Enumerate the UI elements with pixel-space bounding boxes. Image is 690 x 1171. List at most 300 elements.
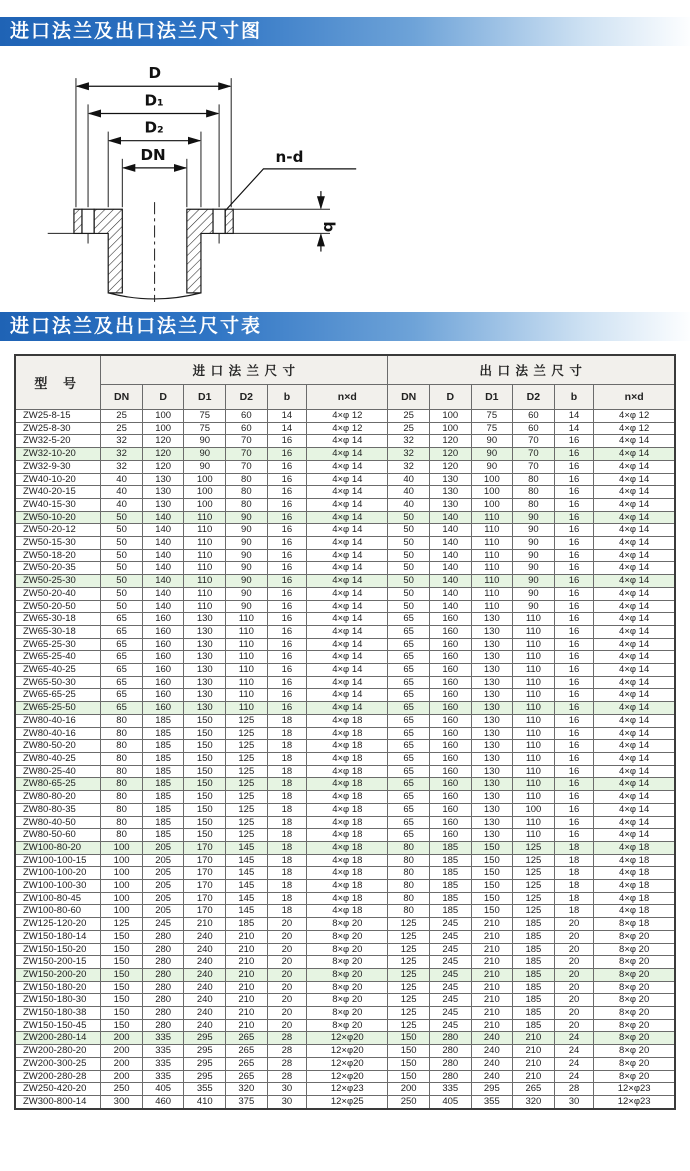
value-cell: 160 xyxy=(429,651,471,664)
value-cell: 280 xyxy=(142,1019,184,1032)
value-cell: 16 xyxy=(554,638,594,651)
value-cell: 110 xyxy=(513,752,555,765)
value-cell: 25 xyxy=(101,410,143,423)
model-cell: ZW50-20-12 xyxy=(15,524,101,537)
value-cell: 65 xyxy=(388,816,430,829)
value-cell: 4×φ 12 xyxy=(307,422,388,435)
value-cell: 80 xyxy=(101,816,143,829)
value-cell: 125 xyxy=(388,1007,430,1020)
table-row xyxy=(15,880,675,893)
value-cell: 8×φ 20 xyxy=(594,956,675,969)
value-cell: 210 xyxy=(226,1007,268,1020)
value-cell: 65 xyxy=(388,613,430,626)
table-row xyxy=(15,816,675,829)
col-header-d: D xyxy=(142,385,184,410)
value-cell: 90 xyxy=(226,524,268,537)
value-cell: 75 xyxy=(471,422,513,435)
value-cell: 240 xyxy=(471,1032,513,1045)
value-cell: 130 xyxy=(429,473,471,486)
value-cell: 16 xyxy=(554,613,594,626)
value-cell: 20 xyxy=(267,1019,307,1032)
value-cell: 265 xyxy=(226,1045,268,1058)
value-cell: 110 xyxy=(226,702,268,715)
value-cell: 65 xyxy=(388,803,430,816)
value-cell: 24 xyxy=(554,1070,594,1083)
value-cell: 100 xyxy=(101,892,143,905)
value-cell: 160 xyxy=(142,664,184,677)
value-cell: 50 xyxy=(388,587,430,600)
value-cell: 160 xyxy=(429,765,471,778)
value-cell: 65 xyxy=(101,676,143,689)
table-row xyxy=(15,943,675,956)
value-cell: 160 xyxy=(429,625,471,638)
value-cell: 150 xyxy=(101,968,143,981)
value-cell: 160 xyxy=(429,613,471,626)
value-cell: 120 xyxy=(429,448,471,461)
model-cell: ZW25-8-15 xyxy=(15,410,101,423)
value-cell: 8×φ 20 xyxy=(307,1019,388,1032)
value-cell: 65 xyxy=(388,829,430,842)
model-cell: ZW150-180-20 xyxy=(15,981,101,994)
value-cell: 90 xyxy=(226,587,268,600)
value-cell: 150 xyxy=(184,791,226,804)
value-cell: 30 xyxy=(554,1095,594,1108)
value-cell: 50 xyxy=(101,549,143,562)
value-cell: 90 xyxy=(513,600,555,613)
value-cell: 4×φ 14 xyxy=(307,549,388,562)
value-cell: 280 xyxy=(142,956,184,969)
table-row xyxy=(15,625,675,638)
value-cell: 160 xyxy=(429,791,471,804)
value-cell: 16 xyxy=(554,778,594,791)
value-cell: 25 xyxy=(101,422,143,435)
value-cell: 25 xyxy=(388,422,430,435)
value-cell: 20 xyxy=(267,968,307,981)
value-cell: 110 xyxy=(513,613,555,626)
value-cell: 100 xyxy=(471,486,513,499)
value-cell: 4×φ 14 xyxy=(307,562,388,575)
value-cell: 20 xyxy=(267,943,307,956)
value-cell: 125 xyxy=(388,994,430,1007)
value-cell: 125 xyxy=(513,867,555,880)
table-row xyxy=(15,1083,675,1096)
value-cell: 110 xyxy=(184,511,226,524)
value-cell: 210 xyxy=(226,1019,268,1032)
value-cell: 4×φ 14 xyxy=(594,651,675,664)
value-cell: 320 xyxy=(513,1095,555,1108)
table-row xyxy=(15,994,675,1007)
model-cell: ZW100-100-15 xyxy=(15,854,101,867)
value-cell: 4×φ 14 xyxy=(307,435,388,448)
value-cell: 4×φ 14 xyxy=(594,791,675,804)
value-cell: 110 xyxy=(513,829,555,842)
value-cell: 240 xyxy=(184,943,226,956)
value-cell: 150 xyxy=(471,867,513,880)
value-cell: 4×φ 18 xyxy=(307,880,388,893)
value-cell: 125 xyxy=(388,918,430,931)
value-cell: 245 xyxy=(429,956,471,969)
value-cell: 185 xyxy=(142,778,184,791)
value-cell: 4×φ 14 xyxy=(594,600,675,613)
value-cell: 4×φ 18 xyxy=(594,841,675,854)
flange-table-body xyxy=(15,410,675,1109)
value-cell: 140 xyxy=(142,524,184,537)
value-cell: 140 xyxy=(429,524,471,537)
value-cell: 125 xyxy=(513,905,555,918)
value-cell: 240 xyxy=(471,1070,513,1083)
value-cell: 145 xyxy=(226,867,268,880)
col-header-d1: D1 xyxy=(471,385,513,410)
value-cell: 210 xyxy=(471,943,513,956)
value-cell: 110 xyxy=(226,664,268,677)
value-cell: 16 xyxy=(554,600,594,613)
value-cell: 30 xyxy=(267,1083,307,1096)
value-cell: 110 xyxy=(471,562,513,575)
model-cell: ZW200-300-25 xyxy=(15,1057,101,1070)
value-cell: 125 xyxy=(226,727,268,740)
outlet-group-header: 出 口 法 兰 尺 寸 xyxy=(388,355,675,385)
col-header-d: D xyxy=(429,385,471,410)
value-cell: 80 xyxy=(226,486,268,499)
flange-diagram xyxy=(34,56,384,306)
value-cell: 150 xyxy=(184,752,226,765)
table-section-title: 进口法兰及出口法兰尺寸表 xyxy=(0,312,690,341)
value-cell: 4×φ 18 xyxy=(307,714,388,727)
model-cell: ZW50-20-35 xyxy=(15,562,101,575)
value-cell: 90 xyxy=(184,448,226,461)
col-header-b: b xyxy=(267,385,307,410)
value-cell: 4×φ 14 xyxy=(307,664,388,677)
value-cell: 4×φ 14 xyxy=(307,473,388,486)
model-cell: ZW80-40-25 xyxy=(15,752,101,765)
value-cell: 16 xyxy=(267,613,307,626)
col-header-b: b xyxy=(554,385,594,410)
value-cell: 80 xyxy=(101,727,143,740)
value-cell: 50 xyxy=(101,537,143,550)
value-cell: 240 xyxy=(184,1007,226,1020)
value-cell: 140 xyxy=(429,575,471,588)
value-cell: 150 xyxy=(471,880,513,893)
value-cell: 18 xyxy=(267,829,307,842)
model-cell: ZW25-8-30 xyxy=(15,422,101,435)
value-cell: 4×φ 14 xyxy=(594,498,675,511)
value-cell: 110 xyxy=(513,765,555,778)
value-cell: 405 xyxy=(429,1095,471,1108)
value-cell: 90 xyxy=(226,600,268,613)
value-cell: 4×φ 14 xyxy=(594,486,675,499)
value-cell: 12×φ23 xyxy=(307,1083,388,1096)
value-cell: 140 xyxy=(142,562,184,575)
table-row xyxy=(15,918,675,931)
value-cell: 160 xyxy=(429,752,471,765)
value-cell: 8×φ 20 xyxy=(594,930,675,943)
value-cell: 16 xyxy=(554,676,594,689)
value-cell: 245 xyxy=(429,1007,471,1020)
value-cell: 4×φ 14 xyxy=(594,638,675,651)
value-cell: 160 xyxy=(142,625,184,638)
col-header-dn: DN xyxy=(388,385,430,410)
value-cell: 4×φ 14 xyxy=(594,448,675,461)
value-cell: 90 xyxy=(184,435,226,448)
value-cell: 110 xyxy=(471,511,513,524)
value-cell: 130 xyxy=(184,664,226,677)
value-cell: 110 xyxy=(513,689,555,702)
value-cell: 140 xyxy=(142,549,184,562)
value-cell: 75 xyxy=(471,410,513,423)
value-cell: 125 xyxy=(388,956,430,969)
value-cell: 90 xyxy=(226,575,268,588)
value-cell: 150 xyxy=(388,1032,430,1045)
table-row xyxy=(15,498,675,511)
value-cell: 40 xyxy=(388,498,430,511)
value-cell: 110 xyxy=(226,613,268,626)
value-cell: 65 xyxy=(388,752,430,765)
value-cell: 245 xyxy=(429,930,471,943)
value-cell: 140 xyxy=(429,511,471,524)
value-cell: 130 xyxy=(142,498,184,511)
value-cell: 110 xyxy=(513,816,555,829)
value-cell: 110 xyxy=(513,676,555,689)
col-header-nxd: n×d xyxy=(594,385,675,410)
value-cell: 8×φ 20 xyxy=(594,1007,675,1020)
value-cell: 110 xyxy=(471,587,513,600)
value-cell: 150 xyxy=(184,714,226,727)
table-row xyxy=(15,676,675,689)
value-cell: 24 xyxy=(554,1032,594,1045)
value-cell: 4×φ 18 xyxy=(307,778,388,791)
value-cell: 100 xyxy=(101,854,143,867)
model-cell: ZW40-10-20 xyxy=(15,473,101,486)
value-cell: 90 xyxy=(513,549,555,562)
value-cell: 125 xyxy=(388,1019,430,1032)
value-cell: 65 xyxy=(388,727,430,740)
value-cell: 90 xyxy=(226,537,268,550)
value-cell: 185 xyxy=(513,918,555,931)
table-row xyxy=(15,435,675,448)
value-cell: 130 xyxy=(184,676,226,689)
value-cell: 4×φ 14 xyxy=(594,765,675,778)
value-cell: 4×φ 14 xyxy=(307,486,388,499)
value-cell: 4×φ 14 xyxy=(594,549,675,562)
value-cell: 100 xyxy=(142,410,184,423)
value-cell: 75 xyxy=(184,422,226,435)
value-cell: 185 xyxy=(513,930,555,943)
model-cell: ZW80-80-35 xyxy=(15,803,101,816)
value-cell: 4×φ 18 xyxy=(594,880,675,893)
value-cell: 16 xyxy=(554,689,594,702)
value-cell: 110 xyxy=(513,778,555,791)
table-row xyxy=(15,854,675,867)
value-cell: 65 xyxy=(388,664,430,677)
value-cell: 90 xyxy=(513,575,555,588)
dim-label-D2: D₂ xyxy=(144,118,164,137)
dim-label-b: b xyxy=(319,221,338,233)
value-cell: 70 xyxy=(513,448,555,461)
model-cell: ZW65-50-30 xyxy=(15,676,101,689)
value-cell: 200 xyxy=(101,1032,143,1045)
value-cell: 12×φ20 xyxy=(307,1045,388,1058)
value-cell: 130 xyxy=(471,740,513,753)
value-cell: 185 xyxy=(142,727,184,740)
model-cell: ZW150-150-20 xyxy=(15,943,101,956)
value-cell: 8×φ 20 xyxy=(307,930,388,943)
model-cell: ZW150-200-20 xyxy=(15,968,101,981)
value-cell: 4×φ 18 xyxy=(307,803,388,816)
value-cell: 20 xyxy=(267,1007,307,1020)
table-row xyxy=(15,524,675,537)
value-cell: 185 xyxy=(513,994,555,1007)
value-cell: 185 xyxy=(142,752,184,765)
value-cell: 130 xyxy=(471,651,513,664)
value-cell: 185 xyxy=(513,1007,555,1020)
value-cell: 4×φ 14 xyxy=(307,460,388,473)
value-cell: 28 xyxy=(267,1045,307,1058)
value-cell: 205 xyxy=(142,880,184,893)
value-cell: 4×φ 14 xyxy=(594,587,675,600)
table-row xyxy=(15,575,675,588)
value-cell: 90 xyxy=(226,562,268,575)
model-cell: ZW50-18-20 xyxy=(15,549,101,562)
model-cell: ZW65-40-25 xyxy=(15,664,101,677)
value-cell: 100 xyxy=(184,473,226,486)
value-cell: 335 xyxy=(142,1045,184,1058)
model-cell: ZW50-10-20 xyxy=(15,511,101,524)
value-cell: 50 xyxy=(388,575,430,588)
value-cell: 295 xyxy=(184,1032,226,1045)
value-cell: 4×φ 12 xyxy=(307,410,388,423)
value-cell: 4×φ 14 xyxy=(594,714,675,727)
value-cell: 16 xyxy=(267,702,307,715)
value-cell: 110 xyxy=(184,562,226,575)
model-cell: ZW150-150-45 xyxy=(15,1019,101,1032)
table-row xyxy=(15,587,675,600)
value-cell: 110 xyxy=(471,575,513,588)
value-cell: 25 xyxy=(388,410,430,423)
value-cell: 200 xyxy=(101,1057,143,1070)
value-cell: 100 xyxy=(101,867,143,880)
value-cell: 150 xyxy=(388,1057,430,1070)
model-cell: ZW80-25-40 xyxy=(15,765,101,778)
value-cell: 145 xyxy=(226,841,268,854)
value-cell: 4×φ 14 xyxy=(594,816,675,829)
value-cell: 125 xyxy=(226,816,268,829)
value-cell: 50 xyxy=(101,600,143,613)
value-cell: 80 xyxy=(101,714,143,727)
value-cell: 4×φ 18 xyxy=(307,854,388,867)
model-cell: ZW65-30-18 xyxy=(15,625,101,638)
value-cell: 4×φ 14 xyxy=(594,575,675,588)
value-cell: 185 xyxy=(142,829,184,842)
value-cell: 170 xyxy=(184,867,226,880)
value-cell: 8×φ 20 xyxy=(594,968,675,981)
model-cell: ZW50-15-30 xyxy=(15,537,101,550)
value-cell: 80 xyxy=(101,778,143,791)
value-cell: 355 xyxy=(184,1083,226,1096)
col-header-d2: D2 xyxy=(226,385,268,410)
value-cell: 405 xyxy=(142,1083,184,1096)
value-cell: 245 xyxy=(429,918,471,931)
value-cell: 8×φ 20 xyxy=(594,981,675,994)
value-cell: 4×φ 14 xyxy=(594,689,675,702)
value-cell: 245 xyxy=(429,981,471,994)
value-cell: 16 xyxy=(267,664,307,677)
value-cell: 4×φ 14 xyxy=(594,625,675,638)
value-cell: 110 xyxy=(513,702,555,715)
value-cell: 4×φ 14 xyxy=(307,651,388,664)
table-row xyxy=(15,410,675,423)
value-cell: 160 xyxy=(142,651,184,664)
value-cell: 150 xyxy=(184,727,226,740)
value-cell: 16 xyxy=(554,575,594,588)
value-cell: 16 xyxy=(554,714,594,727)
value-cell: 100 xyxy=(184,498,226,511)
value-cell: 140 xyxy=(429,562,471,575)
model-cell: ZW125-120-20 xyxy=(15,918,101,931)
value-cell: 70 xyxy=(513,435,555,448)
value-cell: 150 xyxy=(184,816,226,829)
value-cell: 210 xyxy=(513,1045,555,1058)
value-cell: 295 xyxy=(184,1057,226,1070)
value-cell: 130 xyxy=(471,714,513,727)
value-cell: 160 xyxy=(429,702,471,715)
value-cell: 8×φ 20 xyxy=(307,956,388,969)
value-cell: 100 xyxy=(471,498,513,511)
value-cell: 20 xyxy=(554,956,594,969)
value-cell: 210 xyxy=(471,1019,513,1032)
value-cell: 90 xyxy=(471,448,513,461)
value-cell: 80 xyxy=(388,892,430,905)
model-cell: ZW50-20-50 xyxy=(15,600,101,613)
value-cell: 4×φ 18 xyxy=(307,841,388,854)
value-cell: 4×φ 14 xyxy=(594,613,675,626)
value-cell: 70 xyxy=(226,448,268,461)
value-cell: 32 xyxy=(388,460,430,473)
value-cell: 185 xyxy=(226,918,268,931)
value-cell: 160 xyxy=(429,778,471,791)
value-cell: 130 xyxy=(471,702,513,715)
table-row xyxy=(15,752,675,765)
col-header-d2: D2 xyxy=(513,385,555,410)
value-cell: 185 xyxy=(142,803,184,816)
value-cell: 18 xyxy=(267,854,307,867)
value-cell: 245 xyxy=(429,968,471,981)
value-cell: 185 xyxy=(513,943,555,956)
value-cell: 18 xyxy=(267,841,307,854)
value-cell: 80 xyxy=(388,880,430,893)
value-cell: 130 xyxy=(184,689,226,702)
value-cell: 65 xyxy=(388,702,430,715)
value-cell: 80 xyxy=(388,854,430,867)
value-cell: 16 xyxy=(267,448,307,461)
flange-cross-section-drawing xyxy=(34,56,380,306)
value-cell: 4×φ 18 xyxy=(307,816,388,829)
value-cell: 145 xyxy=(226,905,268,918)
value-cell: 18 xyxy=(267,905,307,918)
value-cell: 80 xyxy=(101,752,143,765)
value-cell: 16 xyxy=(554,651,594,664)
model-cell: ZW250-420-20 xyxy=(15,1083,101,1096)
value-cell: 16 xyxy=(554,511,594,524)
value-cell: 50 xyxy=(388,562,430,575)
value-cell: 210 xyxy=(471,981,513,994)
value-cell: 150 xyxy=(388,1045,430,1058)
value-cell: 110 xyxy=(226,689,268,702)
value-cell: 20 xyxy=(554,981,594,994)
value-cell: 32 xyxy=(388,448,430,461)
value-cell: 16 xyxy=(267,549,307,562)
value-cell: 40 xyxy=(101,486,143,499)
value-cell: 110 xyxy=(471,549,513,562)
